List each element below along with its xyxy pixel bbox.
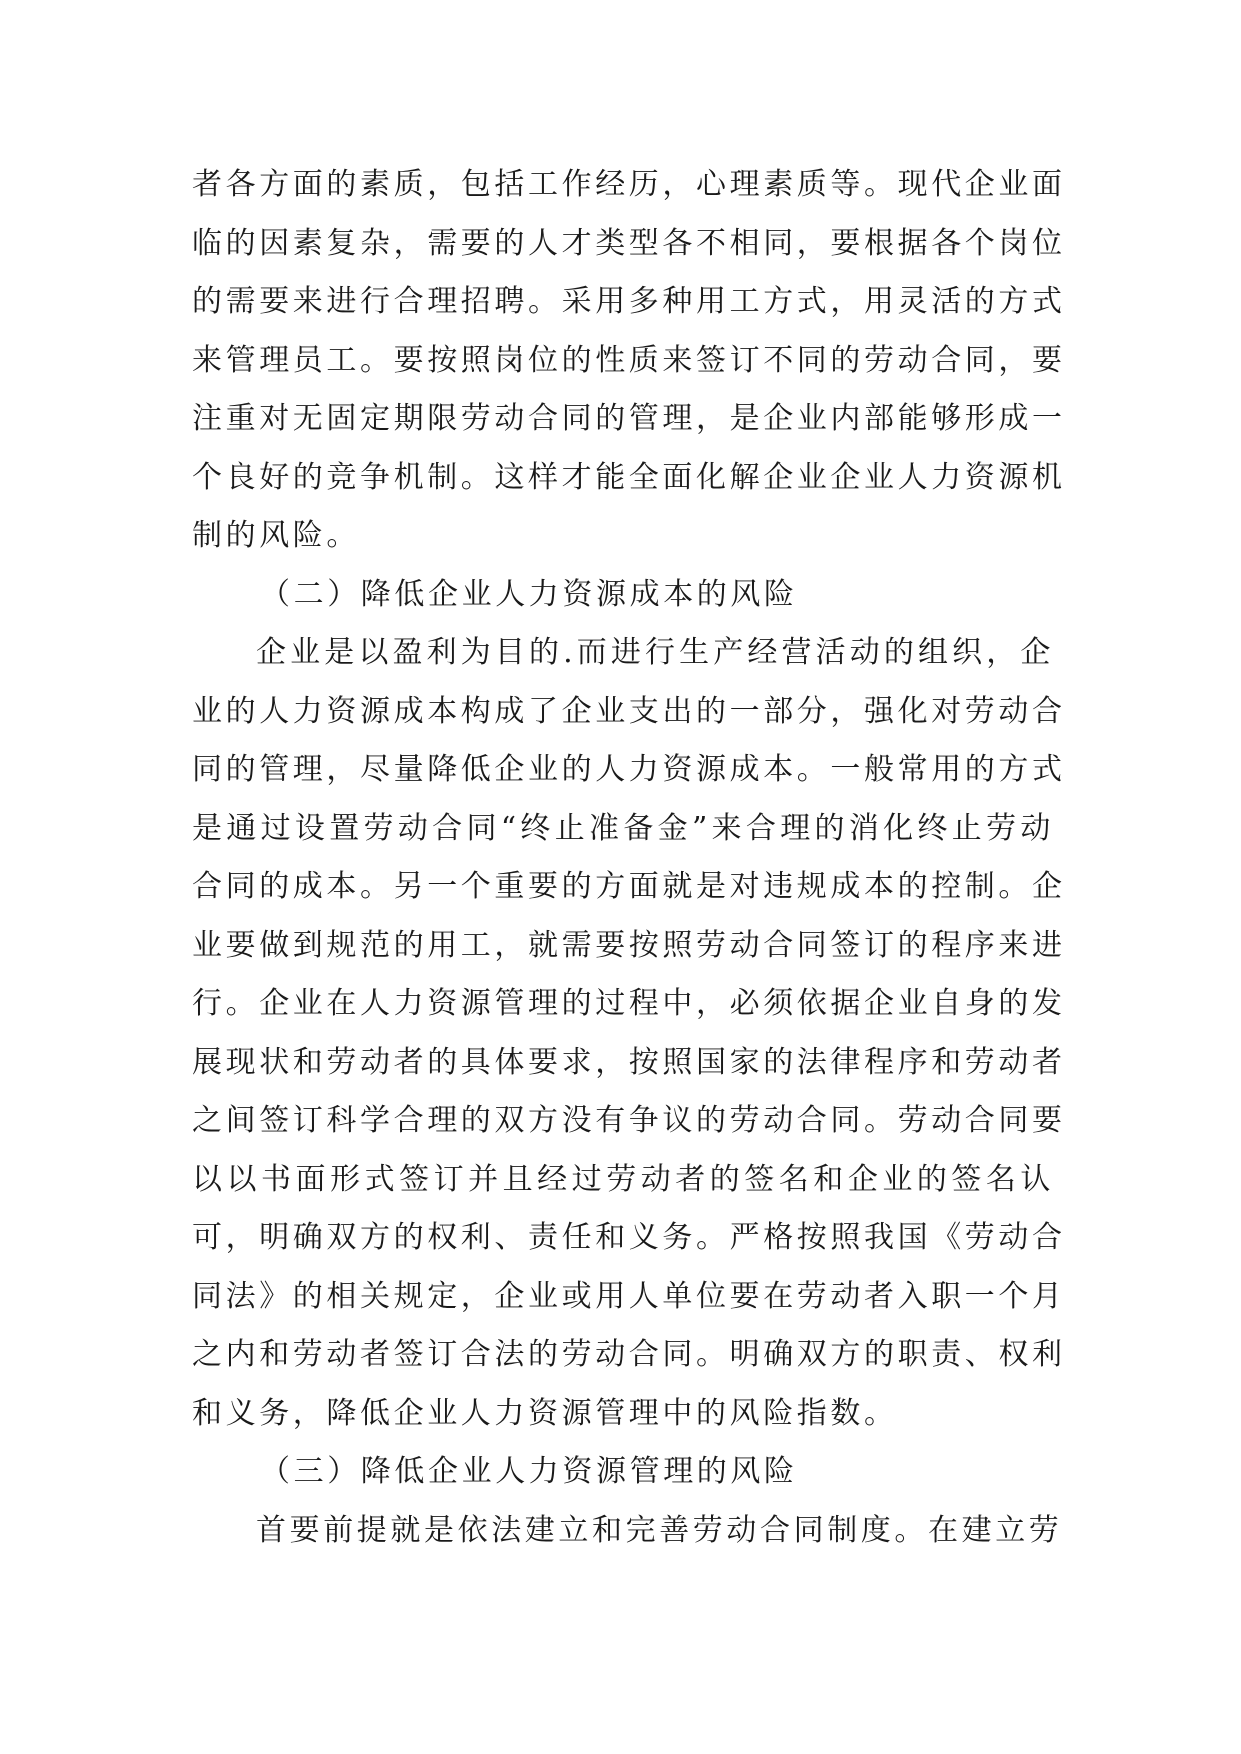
text-line: 以以书面形式签订并且经过劳动者的签名和企业的签名认	[192, 1161, 1054, 1197]
text-line: 可，明确双方的权利、责任和义务。严格按照我国《劳动合	[192, 1220, 1066, 1255]
text-line: 注重对无固定期限劳动合同的管理，是企业内部能够形成一	[192, 401, 1066, 436]
text-line: 业要做到规范的用工，就需要按照劳动合同签订的程序来进	[192, 927, 1066, 963]
text-line: 之内和劳动者签订合法的劳动合同。明确双方的职责、权利	[192, 1337, 1066, 1372]
text-line: 制的风险。	[192, 518, 360, 553]
text-line: 者各方面的素质，包括工作经历，心理素质等。现代企业面	[192, 167, 1066, 202]
text-line: 的需要来进行合理招聘。采用多种用工方式，用灵活的方式	[192, 284, 1066, 319]
body-text	[192, 156, 1066, 1560]
text-line: 展现状和劳动者的具体要求，按照国家的法律程序和劳动者	[192, 1044, 1066, 1080]
text-line: 行。企业在人力资源管理的过程中，必须依据企业自身的发	[192, 986, 1066, 1021]
text-line: 合同的成本。另一个重要的方面就是对违规成本的控制。企	[192, 869, 1066, 904]
text-line: 是通过设置劳动合同“终止准备金”来合理的消化终止劳动	[192, 810, 1054, 846]
text-line: 个良好的竞争机制。这样才能全面化解企业企业人力资源机	[192, 459, 1066, 495]
section-heading-2: （二）降低企业人力资源成本的风险	[260, 576, 798, 612]
text-line: 和义务，降低企业人力资源管理中的风险指数。	[192, 1395, 898, 1431]
text-line: 首要前提就是依法建立和完善劳动合同制度。在建立劳	[256, 1512, 1063, 1548]
text-line: 临的因素复杂，需要的人才类型各不相同，要根据各个岗位	[192, 225, 1066, 261]
text-line: 来管理员工。要按照岗位的性质来签订不同的劳动合同，要	[192, 342, 1066, 378]
text-line: 业的人力资源成本构成了企业支出的一部分，强化对劳动合	[192, 693, 1066, 729]
text-line: 企业是以盈利为目的.而进行生产经营活动的组织，企	[256, 635, 1054, 670]
text-line: 之间签订科学合理的双方没有争议的劳动合同。劳动合同要	[192, 1103, 1066, 1138]
text-line: 同法》的相关规定，企业或用人单位要在劳动者入职一个月	[192, 1278, 1066, 1314]
section-heading-3: （三）降低企业人力资源管理的风险	[260, 1454, 798, 1489]
text-line: 同的管理，尽量降低企业的人力资源成本。一般常用的方式	[192, 752, 1066, 787]
